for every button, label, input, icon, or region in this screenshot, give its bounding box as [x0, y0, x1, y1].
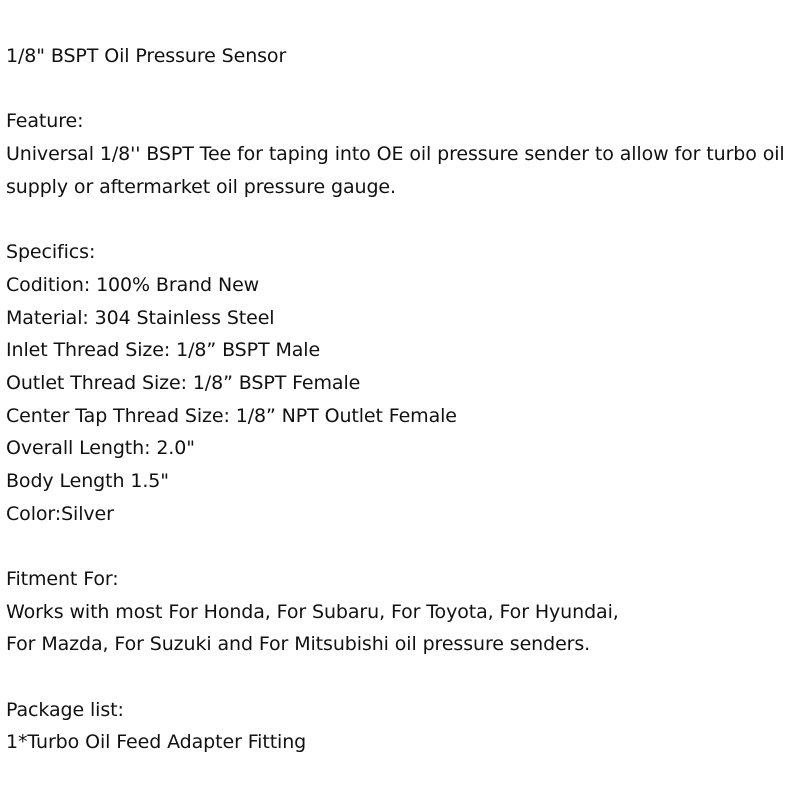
spec-color: Color:Silver — [6, 502, 114, 525]
spec-center-tap-thread: Center Tap Thread Size: 1/8” NPT Outlet Female — [6, 404, 457, 427]
feature-heading: Feature: — [6, 110, 84, 133]
product-description — [6, 40, 798, 759]
spec-inlet-thread: Inlet Thread Size: 1/8” BSPT Male — [6, 339, 321, 362]
spec-body-length: Body Length 1.5" — [6, 469, 169, 492]
package-section — [6, 694, 798, 759]
package-heading: Package list: — [6, 698, 124, 721]
package-item: 1*Turbo Oil Feed Adapter Fitting — [6, 731, 307, 754]
fitment-line: For Mazda, For Suzuki and For Mitsubishi oil pressure senders. — [6, 633, 591, 656]
spec-overall-length: Overall Length: 2.0" — [6, 437, 195, 460]
spec-outlet-thread: Outlet Thread Size: 1/8” BSPT Female — [6, 371, 361, 394]
spec-condition: Codition: 100% Brand New — [6, 273, 260, 296]
spec-material: Material: 304 Stainless Steel — [6, 306, 275, 329]
feature-section — [6, 105, 798, 203]
document-title: 1/8" BSPT Oil Pressure Sensor — [6, 45, 287, 67]
fitment-heading: Fitment For: — [6, 568, 119, 590]
specifics-heading: Specifics: — [6, 241, 96, 264]
fitment-line: Works with most For Honda, For Subaru, For Toyota, For Hyundai, — [6, 600, 619, 623]
spacer — [6, 661, 798, 694]
feature-line: Universal 1/8'' BSPT Tee for taping into OE oil pressure sender to allow for turbo oil — [6, 143, 785, 166]
spacer — [6, 203, 798, 236]
fitment-section — [6, 563, 798, 661]
specifics-section — [6, 236, 798, 530]
spacer — [6, 530, 798, 563]
feature-line: supply or aftermarket oil pressure gauge. — [6, 175, 396, 198]
spacer — [6, 73, 798, 106]
